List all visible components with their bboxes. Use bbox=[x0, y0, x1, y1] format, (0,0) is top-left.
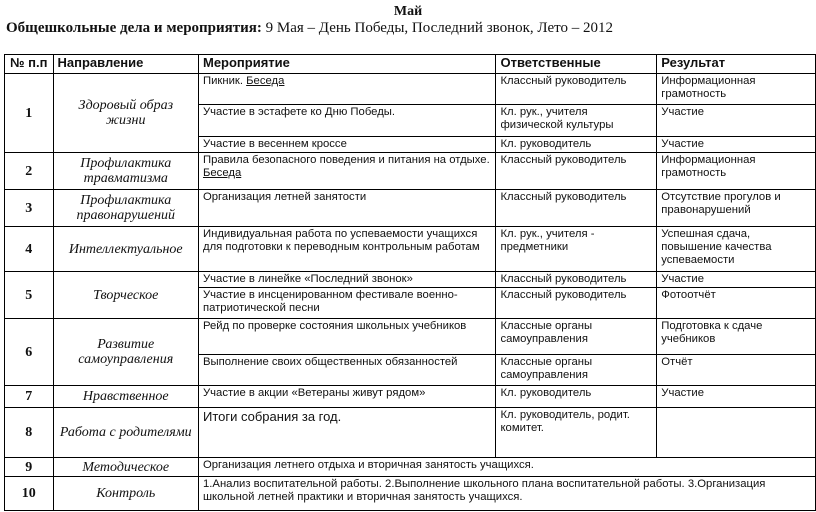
event-text: Пикник. bbox=[202, 75, 247, 87]
merged-event-cell: 1.Анализ воспитательной работы. 2.Выполнение школьного плана воспитательной работы. 3.Организация школьной летней практики и вторичная занятость учащихся. bbox=[198, 477, 815, 511]
event-cell: Участие в линейке «Последний звонок» bbox=[198, 272, 495, 288]
event-link[interactable]: Беседа bbox=[202, 167, 242, 179]
result-cell: Участие bbox=[657, 386, 816, 408]
result-cell: Подготовка к сдаче учебников bbox=[657, 319, 816, 355]
table-row bbox=[5, 408, 816, 458]
direction-cell: Контроль bbox=[53, 477, 198, 511]
event-cell: Организация летней занятости bbox=[198, 190, 495, 227]
direction-cell: Нравственное bbox=[53, 386, 198, 408]
result-cell: Участие bbox=[657, 137, 816, 153]
responsible-cell: Классный руководитель bbox=[496, 190, 657, 227]
column-header-number: № п.п bbox=[5, 55, 54, 74]
responsible-cell: Классный руководитель bbox=[496, 288, 657, 319]
event-cell: Участие в инсценированном фестивале военно-патриотической песни bbox=[198, 288, 495, 319]
result-cell bbox=[657, 408, 816, 458]
event-cell: Рейд по проверке состояния школьных учебников bbox=[198, 319, 495, 355]
responsible-cell: Кл. рук., учителя - предметники bbox=[496, 227, 657, 272]
direction-cell: Работа с родителями bbox=[53, 408, 198, 458]
direction-cell: Развитие самоуправления bbox=[53, 319, 198, 386]
direction-cell: Творческое bbox=[53, 272, 198, 319]
table-row bbox=[5, 319, 816, 355]
merged-event-cell: Организация летнего отдыха и вторичная занятость учащихся. bbox=[198, 458, 815, 477]
row-number: 6 bbox=[5, 319, 54, 386]
result-cell: Информационная грамотность bbox=[657, 74, 816, 105]
table-row bbox=[5, 272, 816, 288]
result-cell: Участие bbox=[657, 272, 816, 288]
responsible-cell: Классные органы самоуправления bbox=[496, 319, 657, 355]
event-link[interactable]: Беседа bbox=[246, 75, 285, 87]
event-cell bbox=[198, 74, 495, 105]
responsible-cell: Классный руководитель bbox=[496, 153, 657, 190]
event-cell: Итоги собрания за год. bbox=[198, 408, 495, 458]
event-cell bbox=[198, 153, 495, 190]
table-row bbox=[5, 74, 816, 105]
event-cell: Выполнение своих общественных обязанностей bbox=[198, 355, 495, 386]
row-number: 9 bbox=[5, 458, 54, 477]
column-header-event: Мероприятие bbox=[198, 55, 495, 74]
table-header-row bbox=[5, 55, 816, 74]
row-number: 3 bbox=[5, 190, 54, 227]
responsible-cell: Кл. рук., учителя физической культуры bbox=[496, 105, 657, 137]
table-row bbox=[5, 458, 816, 477]
table-row bbox=[5, 227, 816, 272]
event-cell: Участие в эстафете ко Дню Победы. bbox=[198, 105, 495, 137]
result-cell: Успешная сдача, повышение качества успеваемости bbox=[657, 227, 816, 272]
subtitle-text: 9 Мая – День Победы, Последний звонок, Лето – 2012 bbox=[261, 20, 614, 36]
table-row bbox=[5, 153, 816, 190]
column-header-result: Результат bbox=[657, 55, 816, 74]
direction-cell: Интеллектуальное bbox=[53, 227, 198, 272]
table-row bbox=[5, 190, 816, 227]
responsible-cell: Кл. руководитель bbox=[496, 137, 657, 153]
row-number: 10 bbox=[5, 477, 54, 511]
event-cell: Участие в весеннем кроссе bbox=[198, 137, 495, 153]
result-cell: Фотоотчёт bbox=[657, 288, 816, 319]
column-header-direction: Направление bbox=[53, 55, 198, 74]
responsible-cell: Кл. руководитель, родит. комитет. bbox=[496, 408, 657, 458]
direction-cell: Здоровый образ жизни bbox=[53, 74, 198, 153]
result-cell: Участие bbox=[657, 105, 816, 137]
subtitle-bold: Общешкольные дела и мероприятия: bbox=[6, 20, 262, 36]
responsible-cell: Классный руководитель bbox=[496, 272, 657, 288]
table-row bbox=[5, 386, 816, 408]
row-number: 1 bbox=[5, 74, 54, 153]
page-title: Май bbox=[393, 4, 423, 19]
result-cell: Отчёт bbox=[657, 355, 816, 386]
page-subtitle bbox=[6, 19, 613, 37]
row-number: 4 bbox=[5, 227, 54, 272]
row-number: 5 bbox=[5, 272, 54, 319]
row-number: 8 bbox=[5, 408, 54, 458]
event-cell: Участие в акции «Ветераны живут рядом» bbox=[198, 386, 495, 408]
result-cell: Информационная грамотность bbox=[657, 153, 816, 190]
responsible-cell: Классные органы самоуправления bbox=[496, 355, 657, 386]
responsible-cell: Кл. руководитель bbox=[496, 386, 657, 408]
plan-table bbox=[4, 54, 816, 511]
row-number: 2 bbox=[5, 153, 54, 190]
result-cell: Отсутствие прогулов и правонарушений bbox=[657, 190, 816, 227]
event-cell: Индивидуальная работа по успеваемости учащихся для подготовки к переводным контрольным работам bbox=[198, 227, 495, 272]
column-header-responsible: Ответственные bbox=[496, 55, 657, 74]
responsible-cell: Классный руководитель bbox=[496, 74, 657, 105]
direction-cell: Профилактика травматизма bbox=[53, 153, 198, 190]
table-row bbox=[5, 477, 816, 511]
row-number: 7 bbox=[5, 386, 54, 408]
direction-cell: Методическое bbox=[53, 458, 198, 477]
event-text: Правила безопасного поведения и питания на отдыхе. bbox=[202, 154, 490, 166]
direction-cell: Профилактика правонарушений bbox=[53, 190, 198, 227]
